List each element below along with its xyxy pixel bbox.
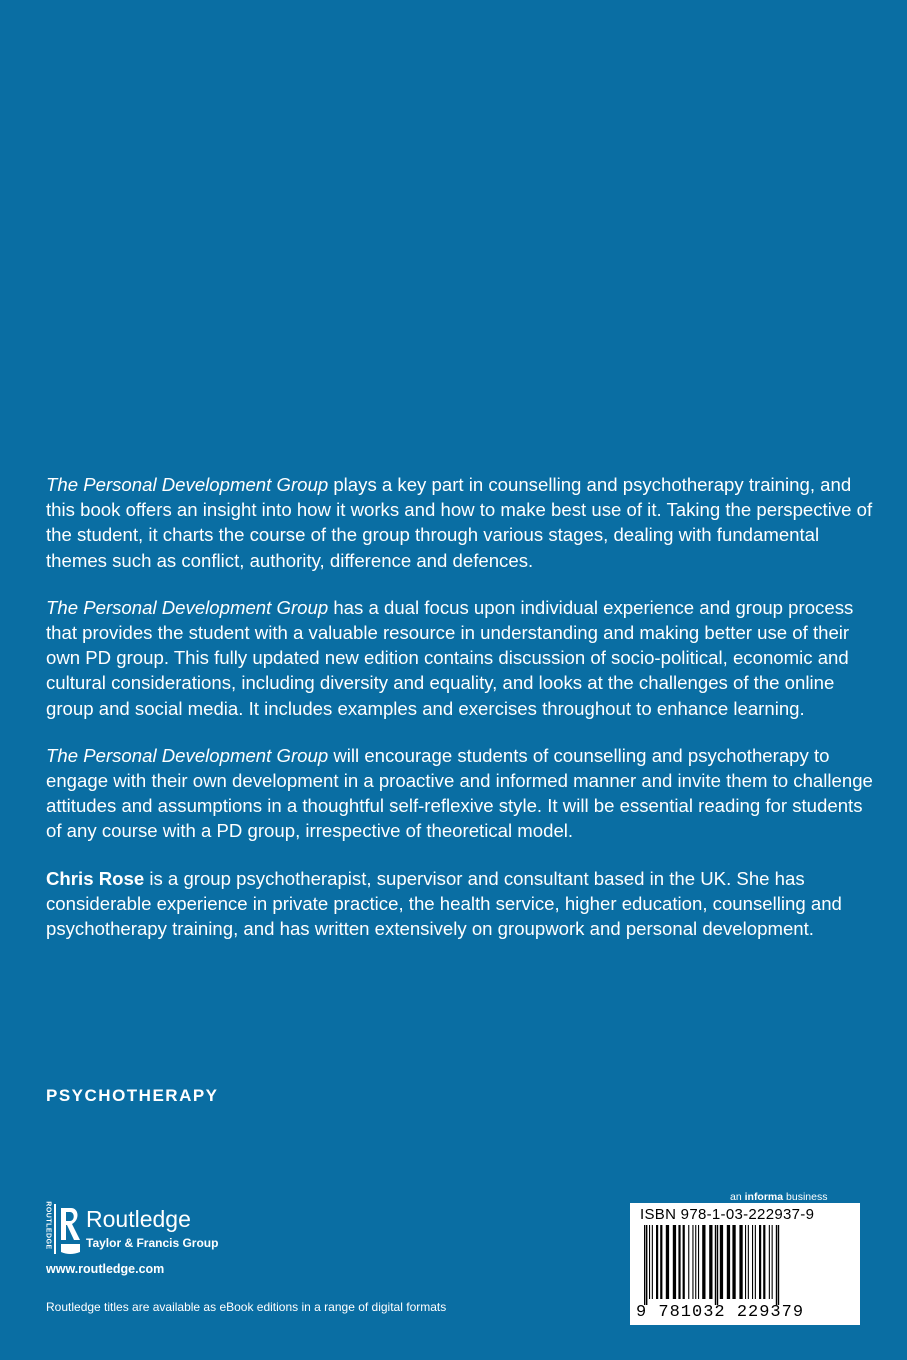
isbn-barcode: [630, 1203, 860, 1325]
publisher-name: Routledge: [86, 1206, 191, 1232]
logo-spine-mark: ROUTLEDGE: [40, 1204, 56, 1254]
informa-business-tag: an informa business: [730, 1191, 828, 1203]
author-bio: Chris Rose is a group psychotherapist, supervisor and consultant based in the UK. She has considerable experience in private practice, the health service, higher education, counselling and psychotherapy training, and has written extensively on groupwork and personal development.: [46, 867, 842, 940]
routledge-logo: [40, 1201, 260, 1258]
ean-digits: 9 781032 229379: [636, 1303, 805, 1322]
blurb-paragraph-2: The Personal Development Group has a dual focus upon individual experience and group process that provides the student with a valuable resource in understanding and making better use of their own PD group. This fully updated new edition contains discussion of socio-political, economic and cultural considerations, including diversity and equality, and looks at the challenges of the online group and social media. It includes examples and exercises throughout to enhance learning.: [46, 596, 854, 719]
publisher-website: www.routledge.com: [46, 1262, 165, 1276]
back-cover-blurb: [46, 472, 876, 963]
book-title-italic: The Personal Development Group: [46, 474, 329, 495]
book-title-italic: The Personal Development Group: [46, 596, 329, 618]
book-title-italic: The Personal Development Group: [46, 744, 329, 766]
blurb-paragraph-3: The Personal Development Group will encourage students of counselling and psychotherapy to engage with their own development in a proactive and informed manner and invite them to challenge attitudes and assumptions in a thoughtful self-reflexive style. It will be essential reading for students of any course with a PD group, irrespective of theoretical model.: [46, 744, 873, 842]
subject-category: PSYCHOTHERAPY: [46, 1086, 219, 1105]
author-name: Chris Rose: [46, 867, 145, 889]
routledge-r-icon: [58, 1204, 82, 1256]
isbn-label: ISBN 978-1-03-222937-9: [640, 1206, 815, 1223]
publisher-group: Taylor & Francis Group: [86, 1236, 219, 1250]
blurb-paragraph-1: The Personal Development Group plays a key part in counselling and psychotherapy training, and this book offers an insight into how it works and how to make best use of it. Taking the perspective of the student, it charts the course of the group through various stages, dealing with fundamental themes such as conflict, authority, difference and defences.: [46, 474, 873, 571]
ebook-availability-note: Routledge titles are available as eBook editions in a range of digital formats: [46, 1300, 447, 1314]
barcode-bars: [644, 1225, 850, 1305]
